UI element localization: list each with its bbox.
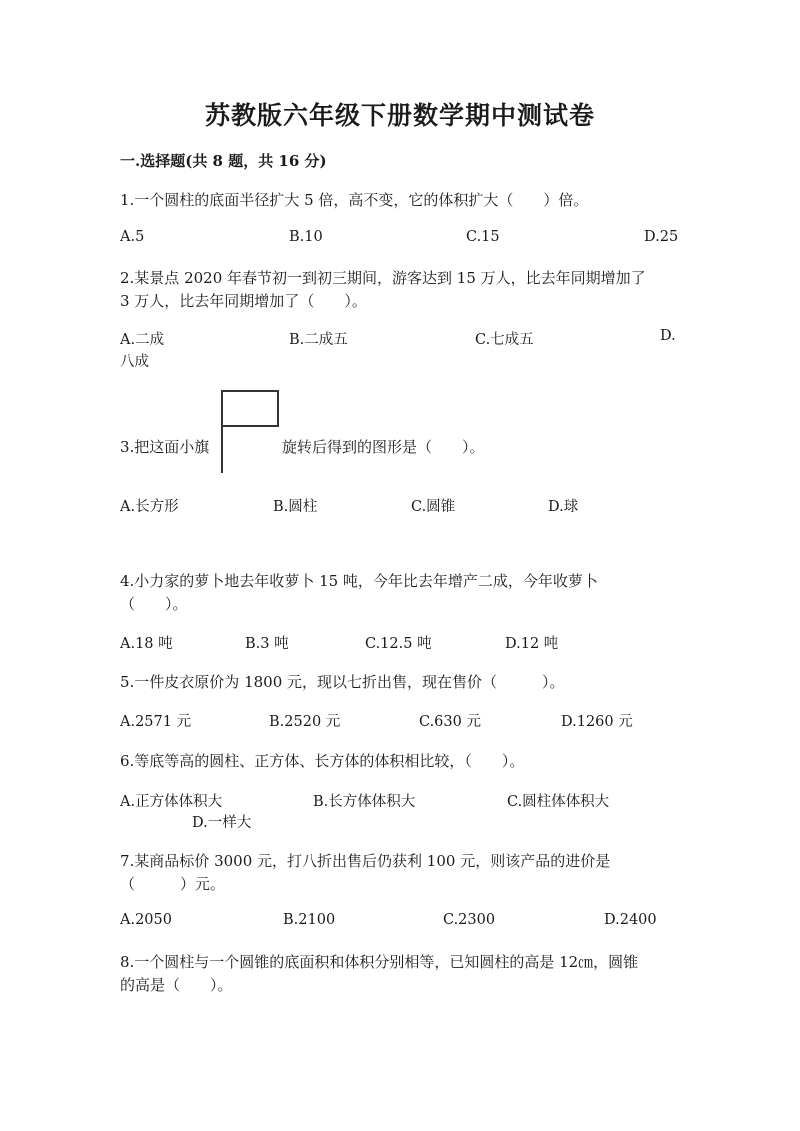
question-6-option-c: C.圆柱体体积大 [507,794,610,810]
question-5-stem: 5.一件皮衣原价为 1800 元，现以七折出售，现在售价（ ）。 [120,673,565,691]
question-4-option-c: C.12.5 吨 [365,636,432,652]
question-2-option-c: C.七成五 [475,332,534,348]
question-7-option-c: C.2300 [443,912,496,928]
question-6-stem: 6.等底等高的圆柱、正方体、长方体的体积相比较，（ ）。 [120,752,525,770]
question-5-option-d: D.1260 元 [561,714,633,730]
question-4-stem-line-2: （ ）。 [120,595,188,613]
question-8-stem-line-2: 的高是（ ）。 [120,976,233,994]
question-2-stem-line-1: 2.某景点 2020 年春节初一到初三期间，游客达到 15 万人，比去年同期增加了 [120,269,646,287]
question-4-option-b: B.3 吨 [245,636,289,652]
question-7-option-b: B.2100 [283,912,336,928]
question-4-option-a: A.18 吨 [120,636,173,652]
question-3-option-d: D.球 [548,499,579,515]
question-3-option-a: A.长方形 [120,499,179,515]
question-4-stem-line-1: 4.小力家的萝卜地去年收萝卜 15 吨，今年比去年增产二成，今年收萝卜 [120,572,598,590]
question-6-option-a: A.正方体体积大 [120,794,223,810]
question-3-option-b: B.圆柱 [273,499,318,515]
question-6-option-b: B.长方体体积大 [313,794,416,810]
question-2-option-d-text: 八成 [120,354,149,370]
question-3-stem-before: 3.把这面小旗 [120,438,210,456]
question-5-option-c: C.630 元 [419,714,481,730]
question-6-option-d: D.一样大 [192,815,252,831]
question-8-stem-line-1: 8.一个圆柱与一个圆锥的底面积和体积分别相等，已知圆柱的高是 12㎝，圆锥 [120,953,639,971]
flag-icon [218,389,282,475]
question-3-stem-after: 旋转后得到的图形是（ ）。 [282,438,485,456]
section-heading: 一.选择题(共 8 题，共 16 分) [120,152,327,170]
question-2-option-a: A.二成 [120,332,165,348]
question-7-option-a: A.2050 [120,912,172,928]
question-4-option-d: D.12 吨 [505,636,559,652]
page-title: 苏教版六年级下册数学期中测试卷 [204,101,595,130]
question-1-option-b: B.10 [289,229,323,245]
question-1-option-c: C.15 [466,229,500,245]
question-2-option-d: D. [660,328,676,344]
question-7-stem-line-2: （ ）元。 [120,875,226,893]
question-2-stem-line-2: 3 万人，比去年同期增加了（ ）。 [120,292,367,310]
question-5-option-a: A.2571 元 [120,714,192,730]
question-1-option-d: D.25 [644,229,679,245]
question-3-option-c: C.圆锥 [411,499,456,515]
question-2-option-b: B.二成五 [289,332,348,348]
question-7-stem-line-1: 7.某商品标价 3000 元，打八折出售后仍获利 100 元，则该产品的进价是 [120,852,611,870]
question-5-option-b: B.2520 元 [269,714,341,730]
question-7-option-d: D.2400 [604,912,657,928]
question-1-option-a: A.5 [120,229,145,245]
question-1-stem: 1.一个圆柱的底面半径扩大 5 倍，高不变，它的体积扩大（ ）倍。 [120,191,589,209]
